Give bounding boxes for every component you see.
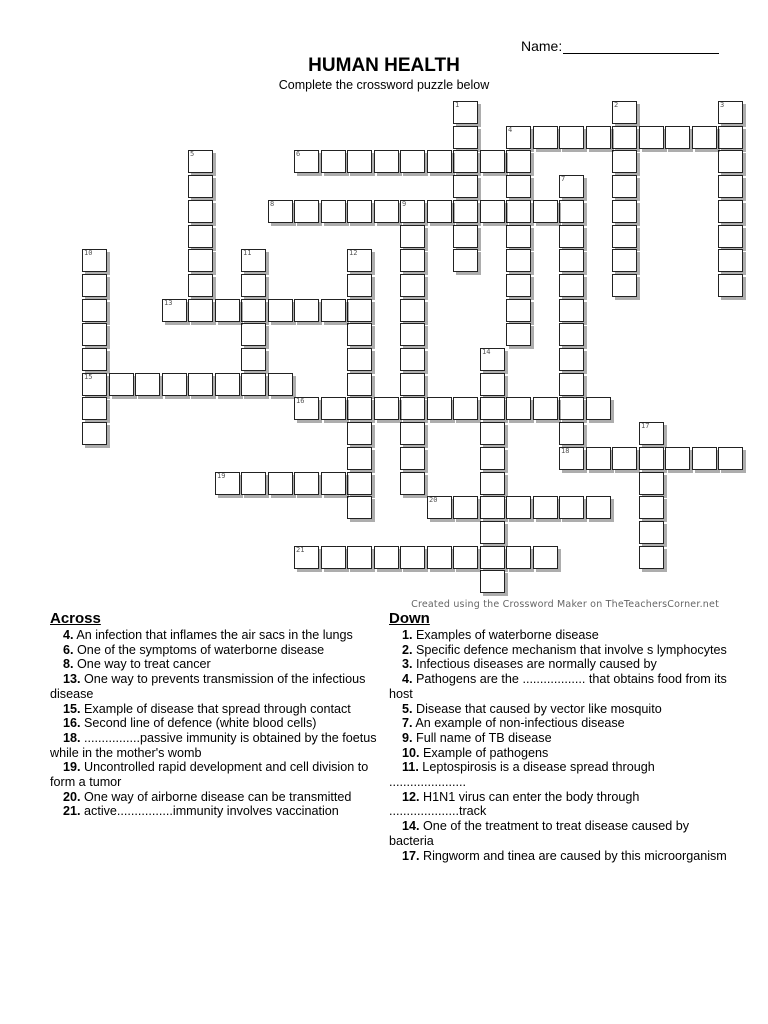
- crossword-cell[interactable]: [586, 126, 611, 149]
- down-clue-text: Full name of TB disease: [412, 730, 552, 745]
- clue-number: 16: [296, 397, 305, 405]
- crossword-cell[interactable]: [347, 200, 372, 223]
- clue-number: 1: [455, 101, 460, 109]
- crossword-cell[interactable]: [347, 496, 372, 519]
- crossword-cell[interactable]: [612, 175, 637, 198]
- crossword-cell[interactable]: [427, 150, 452, 173]
- crossword-cell[interactable]: [586, 397, 611, 420]
- across-clue: [50, 790, 380, 805]
- crossword-cell[interactable]: [559, 299, 584, 322]
- crossword-cell[interactable]: [559, 274, 584, 297]
- crossword-cell[interactable]: [241, 373, 266, 396]
- crossword-cell[interactable]: [559, 348, 584, 371]
- clue-number: 15: [84, 373, 93, 381]
- crossword-cell[interactable]: [718, 249, 743, 272]
- crossword-cell[interactable]: [321, 397, 346, 420]
- crossword-cell[interactable]: [82, 422, 107, 445]
- across-heading: Across: [50, 610, 101, 627]
- crossword-cell[interactable]: [692, 447, 717, 470]
- crossword-cell[interactable]: [82, 397, 107, 420]
- down-clue-text: Disease that caused by vector like mosquito: [412, 701, 662, 716]
- crossword-cell[interactable]: [480, 447, 505, 470]
- crossword-cell[interactable]: [427, 546, 452, 569]
- crossword-cell[interactable]: [453, 175, 478, 198]
- down-clue-text: Pathogens are the .................. that obtains food from its host: [389, 672, 727, 701]
- crossword-cell[interactable]: [215, 299, 240, 322]
- crossword-cell[interactable]: [188, 299, 213, 322]
- crossword-cell[interactable]: [241, 299, 266, 322]
- crossword-cell[interactable]: [453, 150, 478, 173]
- crossword-cell[interactable]: [188, 200, 213, 223]
- crossword-cell[interactable]: [268, 373, 293, 396]
- crossword-cell[interactable]: [533, 496, 558, 519]
- crossword-cell[interactable]: [374, 150, 399, 173]
- crossword-cell[interactable]: [453, 397, 478, 420]
- clue-number: 9: [402, 200, 407, 208]
- across-clue-number: 4.: [63, 628, 74, 642]
- crossword-cell[interactable]: [321, 472, 346, 495]
- crossword-cell[interactable]: [82, 323, 107, 346]
- clue-number: 12: [349, 249, 358, 257]
- down-clue: [389, 702, 734, 717]
- across-clue-number: 8.: [63, 657, 74, 672]
- crossword-cell[interactable]: [453, 126, 478, 149]
- crossword-cell[interactable]: [294, 472, 319, 495]
- crossword-cell[interactable]: [347, 150, 372, 173]
- crossword-cell[interactable]: [400, 422, 425, 445]
- crossword-cell[interactable]: [215, 373, 240, 396]
- crossword-cell[interactable]: [586, 447, 611, 470]
- crossword-cell[interactable]: [321, 200, 346, 223]
- down-clue-text: One of the treatment to treat disease caused by bacteria: [389, 819, 690, 848]
- crossword-cell[interactable]: [109, 373, 134, 396]
- page-title: HUMAN HEALTH: [308, 55, 460, 76]
- crossword-cell[interactable]: [188, 249, 213, 272]
- crossword-cell[interactable]: [347, 323, 372, 346]
- crossword-cell[interactable]: [374, 200, 399, 223]
- crossword-cell[interactable]: [241, 348, 266, 371]
- crossword-cell[interactable]: [347, 422, 372, 445]
- clue-number: 14: [482, 348, 491, 356]
- crossword-cell[interactable]: [639, 472, 664, 495]
- across-clue: [50, 672, 380, 701]
- across-clue-text: One way to treat cancer: [73, 657, 211, 672]
- crossword-cell[interactable]: [188, 274, 213, 297]
- crossword-cell[interactable]: [347, 472, 372, 495]
- crossword-cell[interactable]: [400, 323, 425, 346]
- crossword-cell[interactable]: [559, 422, 584, 445]
- down-clue-number: 2.: [402, 642, 413, 657]
- crossword-cell[interactable]: [374, 397, 399, 420]
- across-clue: [50, 657, 380, 672]
- crossword-cell[interactable]: [347, 397, 372, 420]
- across-clue: [50, 643, 380, 658]
- clue-number: 5: [190, 150, 195, 158]
- crossword-cell[interactable]: [612, 150, 637, 173]
- across-clue-text: Second line of defence (white blood cells): [80, 716, 317, 731]
- crossword-cell[interactable]: [321, 546, 346, 569]
- crossword-cell[interactable]: [639, 496, 664, 519]
- crossword-cell[interactable]: [453, 249, 478, 272]
- down-clue: [389, 716, 734, 731]
- crossword-cell[interactable]: [480, 397, 505, 420]
- down-heading: Down: [389, 610, 430, 627]
- clue-number: 13: [164, 299, 173, 307]
- crossword-cell[interactable]: [718, 175, 743, 198]
- down-clue-number: 5.: [402, 701, 413, 716]
- down-clue-text: Specific defence mechanism that involve s lymphocytes: [412, 642, 727, 657]
- crossword-cell[interactable]: [188, 225, 213, 248]
- down-clue-text: Examples of waterborne disease: [412, 628, 599, 642]
- crossword-cell[interactable]: [400, 150, 425, 173]
- crossword-cell[interactable]: [718, 200, 743, 223]
- crossword-cell[interactable]: [612, 225, 637, 248]
- crossword-cell[interactable]: [400, 348, 425, 371]
- crossword-cell[interactable]: [480, 200, 505, 223]
- crossword-cell[interactable]: [480, 373, 505, 396]
- crossword-cell[interactable]: [453, 200, 478, 223]
- across-clue: [50, 731, 380, 760]
- crossword-cell[interactable]: [506, 249, 531, 272]
- crossword-cell[interactable]: [188, 175, 213, 198]
- crossword-cell[interactable]: [506, 546, 531, 569]
- down-clue: [389, 643, 734, 658]
- crossword-cell[interactable]: [321, 299, 346, 322]
- down-clue-number: 14.: [402, 819, 420, 834]
- crossword-cell[interactable]: [400, 249, 425, 272]
- across-clues: [50, 610, 380, 819]
- crossword-cell[interactable]: [241, 472, 266, 495]
- across-clue: [50, 716, 380, 731]
- credit-text: Created using the Crossword Maker on TheTeachersCorner.net: [411, 599, 719, 610]
- crossword-cell[interactable]: [612, 274, 637, 297]
- crossword-cell[interactable]: [559, 373, 584, 396]
- crossword-cell[interactable]: [82, 348, 107, 371]
- across-clue-text: active................immunity involves vaccination: [80, 804, 339, 819]
- down-clue-number: 9.: [402, 730, 413, 745]
- crossword-cell[interactable]: [639, 521, 664, 544]
- down-clue-number: 7.: [402, 716, 413, 731]
- clue-number: 3: [720, 101, 725, 109]
- crossword-cell[interactable]: [639, 447, 664, 470]
- across-clue: [50, 760, 380, 789]
- crossword-cell[interactable]: [559, 126, 584, 149]
- across-clue: [50, 804, 380, 819]
- clue-number: 19: [217, 472, 226, 480]
- page-subtitle: Complete the crossword puzzle below: [278, 78, 490, 92]
- crossword-cell[interactable]: [559, 496, 584, 519]
- clue-number: 10: [84, 249, 93, 257]
- down-clue-text: Ringworm and tinea are caused by this microorganism: [419, 848, 727, 863]
- across-clue-number: 19.: [63, 760, 81, 775]
- crossword-cell[interactable]: [347, 373, 372, 396]
- crossword-cell[interactable]: [718, 126, 743, 149]
- crossword-cell[interactable]: [718, 225, 743, 248]
- clue-number: 21: [296, 546, 305, 554]
- crossword-cell[interactable]: [506, 323, 531, 346]
- crossword-cell[interactable]: [718, 150, 743, 173]
- across-clue-number: 20.: [63, 789, 81, 804]
- across-clue-number: 21.: [63, 804, 81, 819]
- crossword-cell[interactable]: [480, 150, 505, 173]
- clue-number: 2: [614, 101, 619, 109]
- across-clue-text: One way of airborne disease can be transmitted: [80, 789, 352, 804]
- crossword-cell[interactable]: [400, 373, 425, 396]
- clue-number: 18: [561, 447, 570, 455]
- across-clue-number: 16.: [63, 716, 81, 731]
- down-clue: [389, 628, 734, 643]
- crossword-cell[interactable]: [347, 447, 372, 470]
- crossword-cell[interactable]: [559, 200, 584, 223]
- across-clue-text: Uncontrolled rapid development and cell division to form a tumor: [50, 760, 369, 790]
- crossword-cell[interactable]: [559, 397, 584, 420]
- crossword-cell[interactable]: [241, 274, 266, 297]
- crossword-cell[interactable]: [506, 397, 531, 420]
- across-clue-list: [50, 628, 380, 819]
- crossword-cell[interactable]: [533, 200, 558, 223]
- crossword-cell[interactable]: [612, 249, 637, 272]
- crossword-cell[interactable]: [347, 348, 372, 371]
- down-clue-number: 11.: [402, 760, 419, 775]
- crossword-cell[interactable]: [665, 126, 690, 149]
- crossword-cell[interactable]: [400, 546, 425, 569]
- crossword-cell[interactable]: [612, 126, 637, 149]
- crossword-cell[interactable]: [294, 200, 319, 223]
- crossword-cell[interactable]: [427, 397, 452, 420]
- down-clue: [389, 819, 734, 848]
- crossword-cell[interactable]: [718, 274, 743, 297]
- across-clue-text: Example of disease that spread through contact: [80, 701, 351, 716]
- down-clue: [389, 731, 734, 746]
- crossword-cell[interactable]: [480, 472, 505, 495]
- crossword-cell[interactable]: [162, 373, 187, 396]
- across-clue-number: 6.: [63, 642, 74, 657]
- down-clue-text: Infectious diseases are normally caused by: [412, 657, 657, 672]
- crossword-cell[interactable]: [480, 422, 505, 445]
- crossword-cell[interactable]: [692, 126, 717, 149]
- across-clue: [50, 702, 380, 717]
- across-clue-text: One way to prevents transmission of the infectious disease: [50, 672, 366, 701]
- crossword-cell[interactable]: [639, 126, 664, 149]
- crossword-cell[interactable]: [294, 299, 319, 322]
- crossword-cell[interactable]: [506, 150, 531, 173]
- down-clue: [389, 672, 734, 701]
- crossword-cell[interactable]: [347, 274, 372, 297]
- across-clue: [50, 628, 380, 643]
- clue-number: 4: [508, 126, 513, 134]
- crossword-cell[interactable]: [400, 447, 425, 470]
- crossword-cell[interactable]: [241, 323, 266, 346]
- down-clue-number: 10.: [402, 745, 420, 760]
- crossword-cell[interactable]: [533, 397, 558, 420]
- clue-number: 8: [270, 200, 275, 208]
- clue-number: 6: [296, 150, 301, 158]
- down-clue-number: 3.: [402, 657, 413, 672]
- crossword-cell[interactable]: [480, 546, 505, 569]
- crossword-cell[interactable]: [506, 496, 531, 519]
- crossword-cell[interactable]: [347, 546, 372, 569]
- crossword-cell[interactable]: [506, 274, 531, 297]
- down-clue-text: An example of non-infectious disease: [412, 716, 625, 731]
- crossword-cell[interactable]: [347, 299, 372, 322]
- clue-number: 7: [561, 175, 566, 183]
- down-clue: [389, 746, 734, 761]
- down-clue-text: Example of pathogens: [419, 745, 549, 760]
- across-clue-number: 15.: [63, 701, 81, 716]
- crossword-cell[interactable]: [506, 200, 531, 223]
- crossword-cell[interactable]: [400, 472, 425, 495]
- name-label: Name:: [521, 38, 563, 54]
- crossword-cell[interactable]: [533, 126, 558, 149]
- crossword-cell[interactable]: [665, 447, 690, 470]
- down-clue-number: 17.: [402, 848, 420, 863]
- crossword-cell[interactable]: [718, 447, 743, 470]
- crossword-cell[interactable]: [506, 175, 531, 198]
- crossword-cell[interactable]: [268, 299, 293, 322]
- crossword-cell[interactable]: [427, 200, 452, 223]
- crossword-cell[interactable]: [82, 299, 107, 322]
- down-clue: [389, 849, 734, 864]
- crossword-cell[interactable]: [480, 521, 505, 544]
- crossword-cell[interactable]: [453, 496, 478, 519]
- down-clues: [389, 610, 734, 863]
- down-clue-text: Leptospirosis is a disease spread through ......................: [389, 760, 655, 790]
- crossword-cell[interactable]: [400, 274, 425, 297]
- crossword-cell[interactable]: [559, 225, 584, 248]
- crossword-cell[interactable]: [612, 447, 637, 470]
- clue-number: 11: [243, 249, 252, 257]
- crossword-cell[interactable]: [321, 150, 346, 173]
- crossword-cell[interactable]: [639, 546, 664, 569]
- crossword-cell[interactable]: [480, 570, 505, 593]
- crossword-cell[interactable]: [188, 373, 213, 396]
- across-clue-text: One of the symptoms of waterborne disease: [73, 642, 325, 657]
- crossword-cell[interactable]: [612, 200, 637, 223]
- crossword-cell[interactable]: [506, 299, 531, 322]
- down-clue-number: 1.: [402, 628, 413, 642]
- crossword-cell[interactable]: [586, 496, 611, 519]
- crossword-cell[interactable]: [400, 397, 425, 420]
- clue-number: 17: [641, 422, 650, 430]
- down-clue-number: 4.: [402, 672, 413, 687]
- across-clue-number: 18.: [63, 730, 81, 745]
- crossword-cell[interactable]: [480, 496, 505, 519]
- down-clue: [389, 760, 734, 789]
- crossword-cell[interactable]: [374, 546, 399, 569]
- crossword-cell[interactable]: [82, 274, 107, 297]
- crossword-cell[interactable]: [533, 546, 558, 569]
- crossword-cell[interactable]: [268, 472, 293, 495]
- across-clue-text: ................passive immunity is obtained by the foetus while in the mother's womb: [50, 730, 377, 760]
- crossword-cell[interactable]: [453, 546, 478, 569]
- crossword-cell[interactable]: [559, 249, 584, 272]
- crossword-cell[interactable]: [400, 225, 425, 248]
- down-clue-number: 12.: [402, 789, 420, 804]
- crossword-cell[interactable]: [506, 225, 531, 248]
- crossword-cell[interactable]: [400, 299, 425, 322]
- clue-number: 20: [429, 496, 438, 504]
- crossword-cell[interactable]: [559, 323, 584, 346]
- down-clue-text: H1N1 virus can enter the body through ....................track: [389, 789, 640, 819]
- down-clue: [389, 790, 734, 819]
- crossword-cell[interactable]: [453, 225, 478, 248]
- crossword-cell[interactable]: [135, 373, 160, 396]
- down-clue-list: [389, 628, 734, 863]
- down-clue: [389, 657, 734, 672]
- across-clue-text: An infection that inflames the air sacs in the lungs: [73, 628, 353, 642]
- across-clue-number: 13.: [63, 672, 81, 687]
